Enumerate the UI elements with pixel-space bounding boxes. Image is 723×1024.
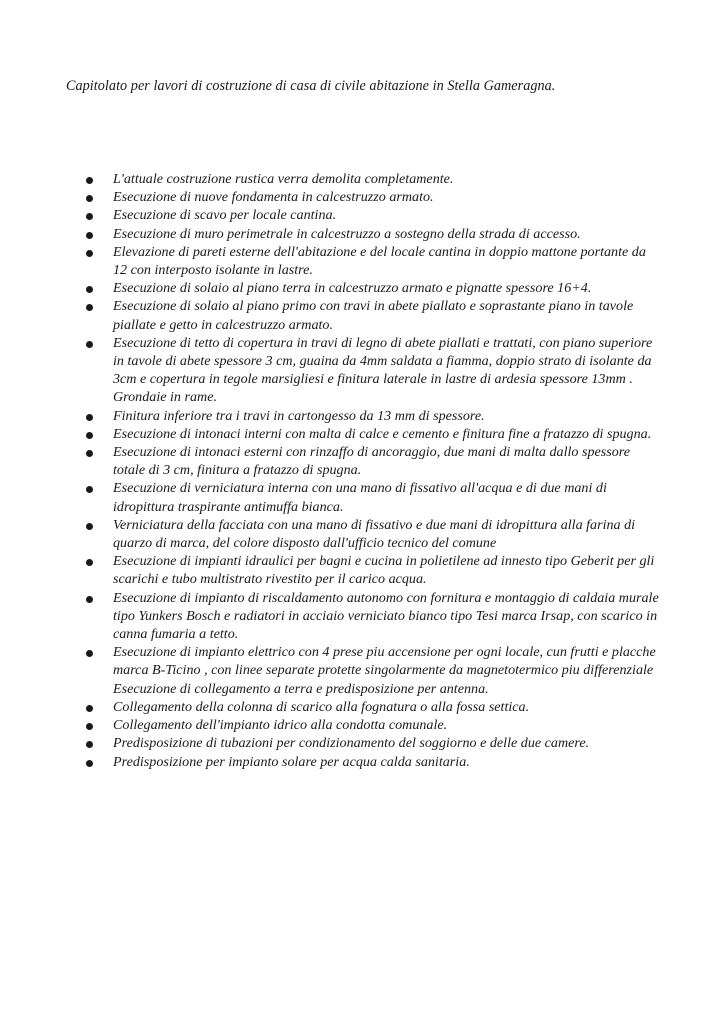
list-item-text: Collegamento della colonna di scarico alla fognatura o alla fossa settica. — [113, 698, 530, 715]
list-item-text: Predisposizione per impianto solare per acqua calda sanitaria. — [113, 753, 470, 770]
list-item-text: Esecuzione di nuove fondamenta in calcestruzzo armato. — [113, 189, 434, 206]
bullet-icon — [86, 559, 93, 566]
bullet-icon — [86, 195, 93, 202]
list-item — [0, 225, 723, 243]
specification-list — [0, 170, 723, 771]
list-item-text: Esecuzione di solaio al piano terra in calcestruzzo armato e pignatte spessore 16+4. — [113, 280, 592, 297]
bullet-icon — [86, 760, 93, 767]
bullet-icon — [86, 450, 93, 457]
list-item — [0, 734, 723, 752]
bullet-icon — [86, 341, 93, 348]
bullet-icon — [86, 213, 93, 220]
list-item — [0, 516, 723, 552]
list-item — [0, 243, 723, 279]
list-item-text: Esecuzione di scavo per locale cantina. — [113, 207, 337, 224]
bullet-icon — [86, 741, 93, 748]
list-item-text: Esecuzione di impianti idraulici per bagni e cucina in polietilene ad innesto tipo Geberit per gli scarichi e tubo multistrato rivestito per il carico acqua. — [113, 553, 655, 588]
list-item — [0, 206, 723, 224]
list-item — [0, 479, 723, 515]
bullet-icon — [86, 177, 93, 184]
list-item — [0, 279, 723, 297]
bullet-icon — [86, 432, 93, 439]
bullet-icon — [86, 486, 93, 493]
bullet-icon — [86, 414, 93, 421]
bullet-icon — [86, 523, 93, 530]
list-item-text: L'attuale costruzione rustica verra demolita completamente. — [113, 171, 454, 187]
bullet-icon — [86, 304, 93, 311]
list-item-text: Elevazione di pareti esterne dell'abitazione e del locale cantina in doppio mattone portante da 12 con interposto isolante in lastre. — [113, 243, 646, 279]
bullet-icon — [86, 596, 93, 603]
list-item-text: Esecuzione di intonaci esterni con rinzaffo di ancoraggio, due mani di malta dallo spessore totale di 3 cm, finitura a fratazzo di spugna. — [113, 444, 630, 479]
list-item-text: Finitura inferiore tra i travi in cartongesso da 13 mm di spessore. — [113, 407, 485, 424]
bullet-icon — [86, 723, 93, 730]
bullet-icon — [86, 705, 93, 712]
list-item — [0, 297, 723, 333]
list-item — [0, 407, 723, 425]
list-item — [0, 425, 723, 443]
list-item-text: Esecuzione di impianto elettrico con 4 prese piu accensione per ogni locale, cun frutti e placche marca B-Ticino , con linee separate protette singolarmente da magnetotermico piu differenziale Esecuzione di collegamento a terra e predisposizione per antenna. — [113, 644, 656, 697]
list-item — [0, 753, 723, 771]
list-item — [0, 170, 723, 188]
bullet-icon — [86, 232, 93, 239]
document-title: Capitolato per lavori di costruzione di casa di civile abitazione in Stella Gameragna. — [66, 78, 556, 94]
list-item — [0, 643, 723, 698]
list-item-text: Predisposizione di tubazioni per condizionamento del soggiorno e delle due camere. — [113, 735, 590, 752]
list-item-text: Esecuzione di impianto di riscaldamento autonomo con fornitura e montaggio di caldaia murale tipo Yunkers Bosch e radiatori in acciaio verniciato bianco tipo Tesi marca Irsap, con scarico in canna fumaria a tetto. — [113, 589, 659, 643]
bullet-icon — [86, 286, 93, 293]
list-item-text: Collegamento dell'impianto idrico alla condotta comunale. — [113, 717, 448, 734]
list-item — [0, 716, 723, 734]
list-item — [0, 552, 723, 588]
list-item-text: Esecuzione di solaio al piano primo con travi in abete piallato e soprastante piano in tavole piallate e getto in calcestruzzo armato. — [113, 298, 634, 333]
list-item-text: Esecuzione di tetto di copertura in travi di legno di abete piallati e trattati, con piano superiore in tavole di abete spessore 3 cm, guaina da 4mm saldata a fiamma, doppio strato di isolante da 3cm e copertura in tegole marsigliesi e finitura laterale in lastre di ardesia spessore 13mm . Grondaie in rame. — [113, 334, 653, 406]
list-item-text: Esecuzione di intonaci interni con malta di calce e cemento e finitura fine a fratazzo di spugna. — [113, 425, 652, 442]
list-item — [0, 188, 723, 206]
list-item — [0, 334, 723, 407]
list-item — [0, 443, 723, 479]
list-item-text: Esecuzione di muro perimetrale in calcestruzzo a sostegno della strada di accesso. — [113, 225, 581, 242]
list-item — [0, 698, 723, 716]
list-item-text: Esecuzione di verniciatura interna con una mano di fissativo all'acqua e di due mani di idropittura traspirante antimuffa bianca. — [113, 480, 607, 515]
list-item-text: Verniciatura della facciata con una mano di fissativo e due mani di idropittura alla farina di quarzo di marca, del colore disposto dall'ufficio tecnico del comune — [113, 516, 636, 552]
list-item — [0, 589, 723, 644]
bullet-icon — [86, 650, 93, 657]
bullet-icon — [86, 250, 93, 257]
